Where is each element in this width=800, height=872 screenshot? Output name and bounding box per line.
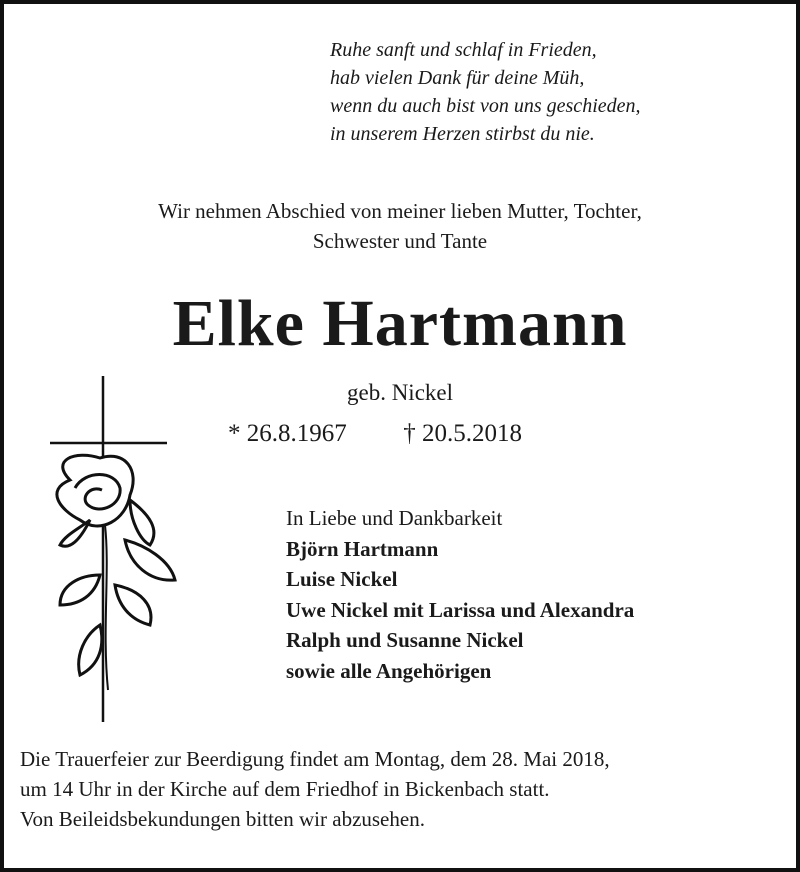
poem-line: wenn du auch bist von uns geschieden, xyxy=(330,95,641,117)
life-dates xyxy=(228,420,522,448)
birth-date: * 26.8.1967 xyxy=(228,420,347,447)
cross-rose-icon xyxy=(30,370,190,730)
mourner: Luise Nickel xyxy=(286,567,398,591)
mourner: sowie alle Angehörigen xyxy=(286,658,492,683)
poem-line: hab vielen Dank für deine Müh, xyxy=(330,67,585,89)
funeral-line: Die Trauerfeier zur Beerdigung findet am Montag, dem 28. Mai 2018, xyxy=(20,747,610,771)
deceased-name: Elke Hartmann xyxy=(172,287,628,360)
mourners-intro: In Liebe und Dankbarkeit xyxy=(286,506,503,530)
funeral-info xyxy=(20,744,610,834)
mourner: Björn Hartmann xyxy=(286,536,439,561)
intro-line: Schwester und Tante xyxy=(312,229,488,253)
poem-line: Ruhe sanft und schlaf in Frieden, xyxy=(330,39,597,61)
poem xyxy=(330,36,641,148)
intro-text xyxy=(0,196,800,256)
mourners-list xyxy=(286,503,634,686)
birth-name: geb. Nickel xyxy=(346,380,453,405)
mourner: Uwe Nickel mit Larissa und Alexandra xyxy=(286,597,635,622)
funeral-line: um 14 Uhr in der Kirche auf dem Friedhof in Bickenbach statt. xyxy=(20,777,550,801)
death-date: † 20.5.2018 xyxy=(403,420,522,447)
intro-line: Wir nehmen Abschied von meiner lieben Mutter, Tochter, xyxy=(158,199,642,223)
mourner: Ralph und Susanne Nickel xyxy=(286,628,524,652)
funeral-line: Von Beileidsbekundungen bitten wir abzusehen. xyxy=(20,807,425,831)
poem-line: in unserem Herzen stirbst du nie. xyxy=(330,123,595,145)
